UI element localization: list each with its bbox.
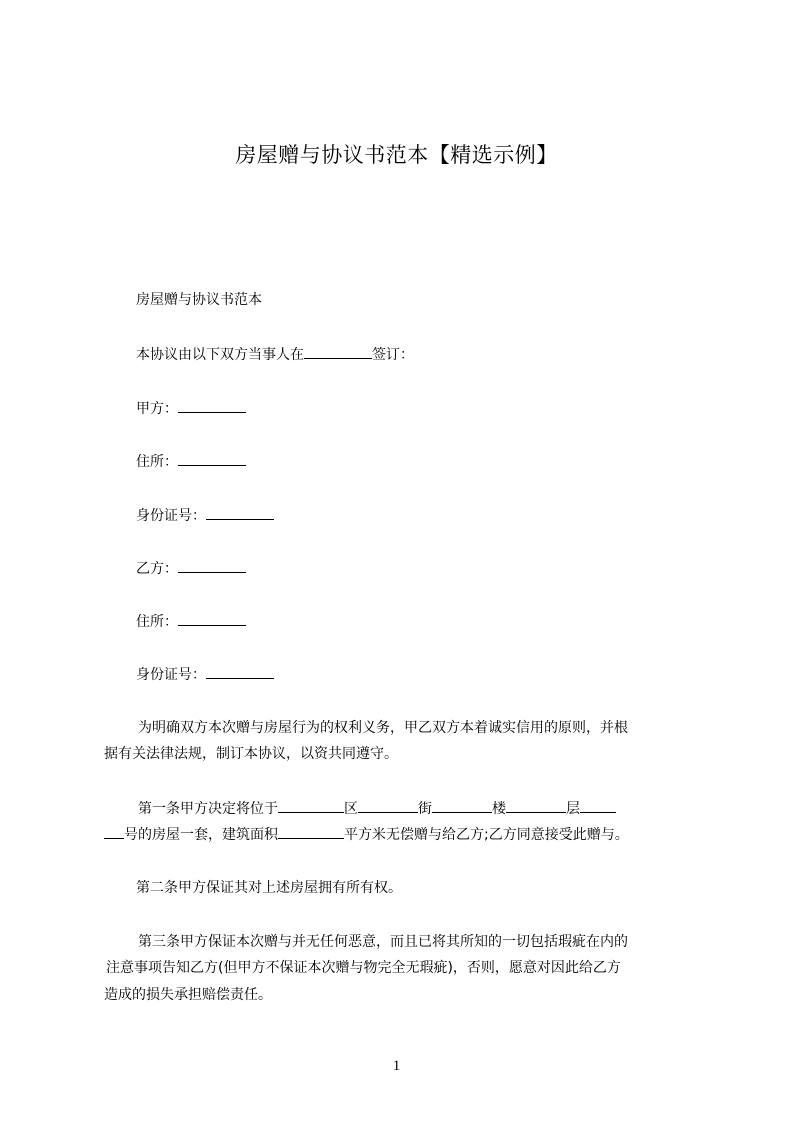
party-b-address-label: 住所： — [136, 614, 178, 630]
building-label: 楼 — [492, 801, 506, 817]
party-a-id-label: 身份证号： — [136, 508, 206, 524]
floor-label: 层 — [566, 801, 580, 817]
party-a-address-blank — [178, 451, 246, 466]
intro-prefix: 本协议由以下双方当事人在 — [136, 347, 304, 363]
area-blank — [278, 824, 344, 839]
signing-place-blank — [304, 344, 372, 359]
page-number: 1 — [392, 1058, 401, 1074]
agreement-heading: 房屋赠与协议书范本 — [136, 292, 262, 308]
party-a-id-blank — [206, 505, 274, 520]
party-b-label: 乙方： — [136, 561, 178, 577]
party-b-address-line — [136, 611, 246, 632]
article-1-prefix: 第一条甲方决定将位于 — [138, 801, 278, 817]
article-1-line-2 — [104, 824, 629, 845]
district-blank — [278, 798, 344, 813]
unit-number-blank-start — [580, 798, 616, 813]
article-2: 第二条甲方保证其对上述房屋拥有所有权。 — [136, 880, 402, 896]
intro-line — [136, 344, 414, 365]
party-a-address-label: 住所： — [136, 454, 178, 470]
street-label: 街 — [418, 801, 432, 817]
district-label: 区 — [344, 801, 358, 817]
party-b-id-label: 身份证号： — [136, 667, 206, 683]
unit-number-blank-end — [104, 824, 124, 839]
building-blank — [432, 798, 492, 813]
floor-blank — [506, 798, 566, 813]
party-b-line — [136, 558, 246, 579]
purpose-line-2: 据有关法律法规，制订本协议，以资共同遵守。 — [104, 746, 398, 762]
document-title: 房屋赠与协议书范本【精选示例】 — [235, 143, 558, 167]
party-a-line — [136, 398, 246, 419]
party-a-address-line — [136, 451, 246, 472]
party-b-address-blank — [178, 611, 246, 626]
party-a-id-line — [136, 505, 274, 526]
party-b-id-line — [136, 664, 274, 685]
street-blank — [358, 798, 418, 813]
article-1-line-1 — [138, 798, 616, 819]
party-b-id-blank — [206, 664, 274, 679]
party-b-blank — [178, 558, 246, 573]
article-1-suffix: 平方米无偿赠与给乙方;乙方同意接受此赠与。 — [344, 827, 629, 843]
party-a-label: 甲方： — [136, 401, 178, 417]
number-and-area-text: 号的房屋一套，建筑面积 — [124, 827, 278, 843]
article-3-line-1: 第三条甲方保证本次赠与并无任何恶意，而且已将其所知的一切包括瑕疵在内的 — [138, 934, 628, 950]
article-3-line-3: 造成的损失承担赔偿责任。 — [104, 987, 272, 1003]
party-a-blank — [178, 398, 246, 413]
article-3-line-2: 注意事项告知乙方(但甲方不保证本次赠与物完全无瑕疵)，否则，愿意对因此给乙方 — [106, 960, 621, 976]
purpose-line-1: 为明确双方本次赠与房屋行为的权利义务，甲乙双方本着诚实信用的原则，并根 — [138, 720, 628, 736]
intro-suffix: 签订： — [372, 347, 414, 363]
